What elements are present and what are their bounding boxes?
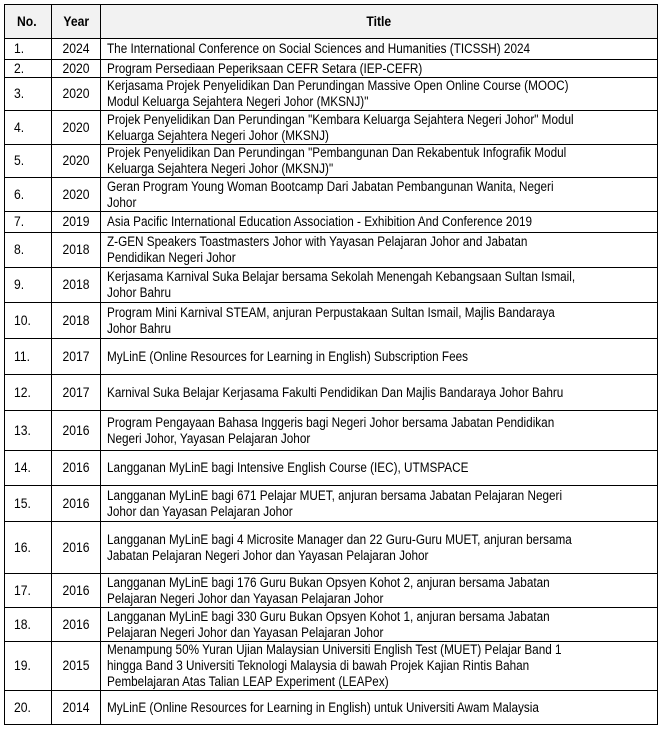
row-year-text: 2018 — [62, 242, 90, 257]
row-number — [5, 60, 52, 78]
row-number — [5, 233, 52, 268]
title-line-text: Langganan MyLinE bagi Intensive English Course (IEC), UTMSPACE — [107, 460, 469, 475]
title-line-text: Jabatan Pelajaran Negeri Johor dan Yayasan Pelajaran Johor — [107, 547, 429, 563]
row-title — [101, 522, 658, 574]
title-line-text: Program Persediaan Peperiksaan CEFR Setara (IEP-CEFR) — [107, 60, 423, 76]
header-no: No. — [5, 5, 52, 39]
row-title — [101, 60, 658, 78]
row-year — [52, 212, 101, 233]
table-row — [5, 691, 658, 725]
title-line — [107, 349, 657, 365]
title-line — [107, 488, 657, 504]
row-year — [52, 642, 101, 691]
title-line-text: Pendidikan Negeri Johor — [107, 250, 236, 265]
row-title — [101, 375, 658, 411]
row-year — [52, 375, 101, 411]
row-title — [101, 411, 658, 451]
row-number — [5, 339, 52, 375]
table-row — [5, 212, 658, 233]
title-line-text: Karnival Suka Belajar Kerjasama Fakulti Pendidikan Dan Majlis Bandaraya Johor Bahru — [107, 384, 564, 400]
row-year — [52, 574, 101, 608]
row-number — [5, 486, 52, 522]
table-row — [5, 486, 658, 522]
row-number-text: 10. — [14, 312, 31, 328]
title-line-text: Asia Pacific International Education Association - Exhibition And Conference 2019 — [107, 214, 533, 229]
title-line-text: Pembelajaran Atas Talian LEAP Experiment (LEAPex) — [107, 674, 389, 689]
title-line-text: The International Conference on Social Sciences and Humanities (TICSSH) 2024 — [107, 41, 531, 56]
title-line — [107, 625, 657, 641]
title-line-text: Negeri Johor, Yayasan Pelajaran Johor — [107, 430, 311, 446]
title-line — [107, 460, 657, 476]
row-year — [52, 691, 101, 725]
title-line — [107, 642, 657, 658]
row-number — [5, 691, 52, 725]
row-title — [101, 339, 658, 375]
row-title — [101, 178, 658, 212]
title-line-text: Kerjasama Karnival Suka Belajar bersama Sekolah Menengah Kebangsaan Sultan Ismail, — [107, 269, 576, 284]
row-number-text: 15. — [14, 495, 31, 511]
title-line — [107, 431, 657, 447]
row-title — [101, 233, 658, 268]
row-year-text: 2018 — [62, 277, 90, 292]
row-year-text: 2017 — [62, 384, 90, 400]
programs-table — [4, 4, 658, 725]
row-number — [5, 78, 52, 111]
row-year-text: 2014 — [62, 699, 90, 715]
row-year — [52, 522, 101, 574]
row-number-text: 12. — [14, 384, 31, 400]
title-line-text: Langganan MyLinE bagi 176 Guru Bukan Opsyen Kohot 2, anjuran bersama Jabatan — [107, 574, 550, 590]
table-row — [5, 303, 658, 339]
row-year — [52, 486, 101, 522]
title-line — [107, 305, 657, 321]
header-year: Year — [52, 5, 101, 39]
title-line-text: Johor Bahru — [107, 285, 171, 300]
title-line — [107, 609, 657, 625]
title-line — [107, 548, 657, 564]
title-line-text: Keluarga Sejahtera Negeri Johor (MKSNJ)" — [107, 161, 334, 176]
row-title — [101, 691, 658, 725]
title-line-text: Modul Keluarga Sejahtera Negeri Johor (MKSNJ)" — [107, 94, 369, 109]
header-row — [5, 5, 658, 39]
title-line — [107, 250, 657, 266]
title-line-text: Menampung 50% Yuran Ujian Malaysian Universiti English Test (MUET) Pelajar Band 1 — [107, 642, 562, 657]
row-number — [5, 411, 52, 451]
row-number — [5, 268, 52, 303]
title-line-text: Pelajaran Negeri Johor dan Yayasan Pelajaran Johor — [107, 624, 384, 640]
title-line — [107, 591, 657, 607]
title-line — [107, 532, 657, 548]
row-year-text: 2020 — [62, 86, 90, 101]
title-line — [107, 415, 657, 431]
title-line — [107, 145, 657, 161]
row-number — [5, 111, 52, 145]
row-number — [5, 145, 52, 178]
title-line — [107, 195, 657, 211]
title-line — [107, 41, 657, 57]
title-line — [107, 179, 657, 195]
row-year-text: 2016 — [62, 422, 90, 438]
row-title — [101, 78, 658, 111]
row-title — [101, 145, 658, 178]
title-line — [107, 234, 657, 250]
row-year — [52, 78, 101, 111]
table-row — [5, 268, 658, 303]
row-number — [5, 178, 52, 212]
title-line-text: Projek Penyelidikan Dan Perundingan "Pembangunan Dan Rekabentuk Infografik Modul — [107, 145, 567, 160]
row-number — [5, 303, 52, 339]
row-title — [101, 111, 658, 145]
row-year-text: 2016 — [62, 460, 90, 475]
row-year — [52, 608, 101, 642]
table-row — [5, 60, 658, 78]
table-row — [5, 145, 658, 178]
row-title — [101, 303, 658, 339]
row-number-text: 14. — [14, 460, 31, 475]
table-row — [5, 233, 658, 268]
table-row — [5, 178, 658, 212]
row-number-text: 20. — [14, 699, 31, 715]
row-year-text: 2016 — [62, 495, 90, 511]
row-year — [52, 178, 101, 212]
title-line-text: Z-GEN Speakers Toastmasters Johor with Yayasan Pelajaran Johor and Jabatan — [107, 234, 528, 249]
row-title — [101, 608, 658, 642]
row-number — [5, 522, 52, 574]
row-title — [101, 642, 658, 691]
title-line — [107, 700, 657, 716]
row-title — [101, 39, 658, 60]
title-line — [107, 128, 657, 144]
table-row — [5, 574, 658, 608]
row-year-text: 2020 — [62, 153, 90, 168]
row-year-text: 2020 — [62, 119, 90, 135]
title-line-text: Program Mini Karnival STEAM, anjuran Perpustakaan Sultan Ismail, Majlis Bandaraya — [107, 304, 555, 320]
row-number-text: 11. — [14, 348, 30, 364]
title-line — [107, 575, 657, 591]
table-row — [5, 522, 658, 574]
row-number-text: 2. — [14, 60, 25, 76]
row-year-text: 2018 — [62, 312, 90, 328]
title-line-text: Langganan MyLinE bagi 330 Guru Bukan Opsyen Kohot 1, anjuran bersama Jabatan — [107, 608, 550, 624]
table-row — [5, 375, 658, 411]
title-line-text: MyLinE (Online Resources for Learning in English) untuk Universiti Awam Malaysia — [107, 699, 539, 715]
row-number-text: 4. — [14, 119, 25, 135]
row-number-text: 19. — [14, 658, 31, 673]
row-year-text: 2019 — [62, 214, 90, 229]
row-title — [101, 451, 658, 486]
row-number-text: 6. — [14, 186, 25, 202]
header-title: Title — [101, 5, 658, 39]
row-year — [52, 268, 101, 303]
title-line-text: Johor dan Yayasan Pelajaran Johor — [107, 503, 293, 519]
table-row — [5, 339, 658, 375]
row-year — [52, 111, 101, 145]
row-number-text: 16. — [14, 539, 31, 555]
title-line-text: Projek Penyelidikan Dan Perundingan "Kembara Keluarga Sejahtera Negeri Johor" Modul — [107, 111, 574, 127]
row-title — [101, 574, 658, 608]
row-number-text: 5. — [14, 153, 25, 168]
title-line-text: Langganan MyLinE bagi 4 Microsite Manager dan 22 Guru-Guru MUET, anjuran bersama — [107, 531, 572, 547]
title-line — [107, 94, 657, 110]
title-line — [107, 161, 657, 177]
title-line-text: hingga Band 3 Universiti Teknologi Malaysia di bawah Projek Kajian Rintis Bahan — [107, 658, 530, 673]
title-line-text: Keluarga Sejahtera Negeri Johor (MKSNJ) — [107, 127, 329, 143]
title-line — [107, 214, 657, 230]
title-line — [107, 321, 657, 337]
table-row — [5, 39, 658, 60]
title-line-text: MyLinE (Online Resources for Learning in English) Subscription Fees — [107, 348, 469, 364]
row-number-text: 1. — [14, 41, 25, 56]
title-line-text: Pelajaran Negeri Johor dan Yayasan Pelajaran Johor — [107, 590, 384, 606]
title-line — [107, 674, 657, 690]
row-year-text: 2015 — [62, 658, 90, 673]
row-number-text: 8. — [14, 242, 25, 257]
title-line — [107, 61, 657, 77]
row-number-text: 3. — [14, 86, 25, 101]
row-year — [52, 411, 101, 451]
row-number-text: 9. — [14, 277, 25, 292]
row-year — [52, 339, 101, 375]
row-year — [52, 39, 101, 60]
title-line — [107, 78, 657, 94]
title-line — [107, 285, 657, 301]
title-line — [107, 269, 657, 285]
row-number-text: 18. — [14, 616, 31, 632]
title-line — [107, 504, 657, 520]
row-number — [5, 608, 52, 642]
table-row — [5, 451, 658, 486]
row-title — [101, 268, 658, 303]
row-number — [5, 451, 52, 486]
row-number — [5, 642, 52, 691]
row-title — [101, 212, 658, 233]
table-row — [5, 642, 658, 691]
row-year — [52, 233, 101, 268]
title-line-text: Kerjasama Projek Penyelidikan Dan Perundingan Massive Open Online Course (MOOC) — [107, 78, 569, 93]
row-number — [5, 574, 52, 608]
row-year-text: 2016 — [62, 539, 90, 555]
row-year-text: 2024 — [62, 41, 90, 56]
table-row — [5, 608, 658, 642]
title-line-text: Langganan MyLinE bagi 671 Pelajar MUET, anjuran bersama Jabatan Pelajaran Negeri — [107, 487, 563, 503]
row-year-text: 2020 — [62, 186, 90, 202]
table-row — [5, 78, 658, 111]
row-year — [52, 451, 101, 486]
table-row — [5, 111, 658, 145]
row-year-text: 2020 — [62, 60, 90, 76]
row-year-text: 2017 — [62, 348, 90, 364]
row-number — [5, 212, 52, 233]
title-line-text: Program Pengayaan Bahasa Inggeris bagi Negeri Johor bersama Jabatan Pendidikan — [107, 414, 555, 430]
title-line-text: Geran Program Young Woman Bootcamp Dari Jabatan Pembangunan Wanita, Negeri — [107, 178, 554, 194]
table-row — [5, 411, 658, 451]
title-line — [107, 658, 657, 674]
row-number-text: 13. — [14, 422, 31, 438]
row-title — [101, 486, 658, 522]
row-year — [52, 60, 101, 78]
title-line — [107, 112, 657, 128]
row-number-text: 7. — [14, 214, 25, 229]
row-year — [52, 145, 101, 178]
row-year-text: 2016 — [62, 616, 90, 632]
row-year-text: 2016 — [62, 582, 90, 598]
row-year — [52, 303, 101, 339]
title-line-text: Johor Bahru — [107, 320, 171, 336]
title-line-text: Johor — [107, 194, 137, 210]
row-number — [5, 39, 52, 60]
title-line — [107, 385, 657, 401]
row-number-text: 17. — [14, 582, 31, 598]
row-number — [5, 375, 52, 411]
